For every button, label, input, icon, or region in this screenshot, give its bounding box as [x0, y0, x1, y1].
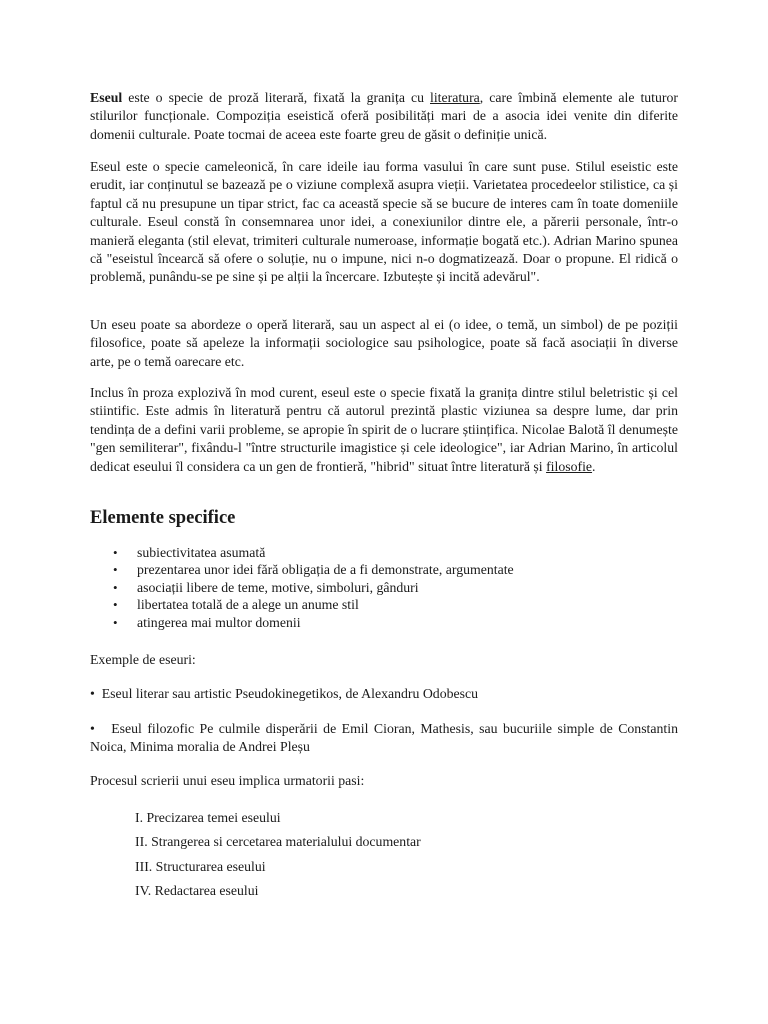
bullet-glyph: • — [90, 721, 95, 736]
term-eseul: Eseul — [90, 90, 123, 105]
prose-text: Inclus în proza explozivă în mod curent, eseul este o specie fixată la granița dintre stilul beletristic și cel stiintific. Este admis în literatură pentru că autorul prezintă plastic viziunea sa despre lume, dar prin tendința de a defini varii probleme, se apropie în spirit de o lucrare științifica. Nicolae Balotă îl denumește "gen semiliterar", fixându-l "între structurile imagistice și cele ideologice", iar Adrian Marino, în articolul dedicat eseului îl considera ca un gen de frontieră, "hibrid" situat între literatură și — [90, 385, 678, 474]
process-steps — [135, 806, 421, 903]
process-heading: Procesul scrierii unui eseu implica urmatorii pasi: — [90, 773, 365, 788]
cameleonic-paragraph: Eseul este o specie cameleonică, în care ideile iau forma vasului în care sunt puse. Stilul eseistic este erudit, iar conținutul se bazează pe o viziune complexă asupra vieții. Varietatea procedeelor stilistice, ca și faptul că nu presupune un tipar strict, fac ca această specie să se bucure de interes cam în toate domeniile culturale. Eseul constă în consemnarea unor idei, a conexiunilor dintre ele, a părerii personale, într-o manieră eleganta (stil elevat, trimiteri culturale numeroase, informație bogată etc.). Adrian Marino spunea că "eseistul încearcă să ofere o soluție, nu o impune, nici n-o dogmatizează. Doar o propune. El ridică o problemă, punându-se pe sine și pe alții la încercare. Izbutește și incită adevărul". — [90, 159, 678, 285]
bullet-glyph: • — [90, 686, 95, 701]
filosofie-link[interactable]: filosofie — [546, 458, 593, 474]
example-item: • Eseul filozofic Pe culmile disperării de Emil Cioran, Mathesis, sau bucuriile simple de Constantin Noica, Minima moralia de Andrei Pleșu — [90, 721, 678, 755]
list-item: • subiectivitatea asumată — [113, 544, 673, 561]
step-item: IV. Redactarea eseului — [135, 882, 259, 898]
intro-paragraph — [90, 89, 678, 144]
list-item: • libertatea totală de a alege un anume stil — [113, 596, 673, 613]
section-heading-elemente: Elemente specifice — [90, 508, 236, 528]
list-item: • atingerea mai multor domenii — [113, 614, 673, 631]
example-item: • Eseul literar sau artistic Pseudokinegetikos, de Alexandru Odobescu — [90, 686, 479, 701]
step-item: II. Strangerea si cercetarea materialului documentar — [135, 834, 421, 850]
list-item: • asociații libere de teme, motive, simboluri, gânduri — [113, 579, 673, 596]
prose-paragraph — [90, 384, 678, 476]
intro-text-part2: , care îmbină elemente ale tuturor stilurilor funcționale. Compoziția eseistică oferă posibilități mari de a asocia idei venite din diferite domenii culturale. Poate tocmai de aceea este foarte greu de găsit o definiție unică. — [90, 90, 679, 142]
features-list — [113, 544, 673, 631]
step-item: III. Structurarea eseului — [135, 858, 266, 874]
list-item: • prezentarea unor idei fără obligația de a fi demonstrate, argumentate — [113, 561, 673, 578]
literatura-link[interactable]: literatura — [430, 90, 480, 105]
prose-end: . — [592, 458, 596, 474]
intro-text-part1: este o specie de proză literară, fixată la granița cu — [122, 90, 430, 105]
approach-paragraph: Un eseu poate sa abordeze o operă literară, sau un aspect al ei (o idee, o temă, un simbol) de pe poziții filosofice, poate să apeleze la informații sociologice sau psihologice, poate să facă asociații în diverse arte, pe o temă oarecare etc. — [90, 317, 678, 369]
step-item: I. Precizarea temei eseului — [135, 810, 281, 825]
examples-heading: Exemple de eseuri: — [90, 652, 196, 667]
